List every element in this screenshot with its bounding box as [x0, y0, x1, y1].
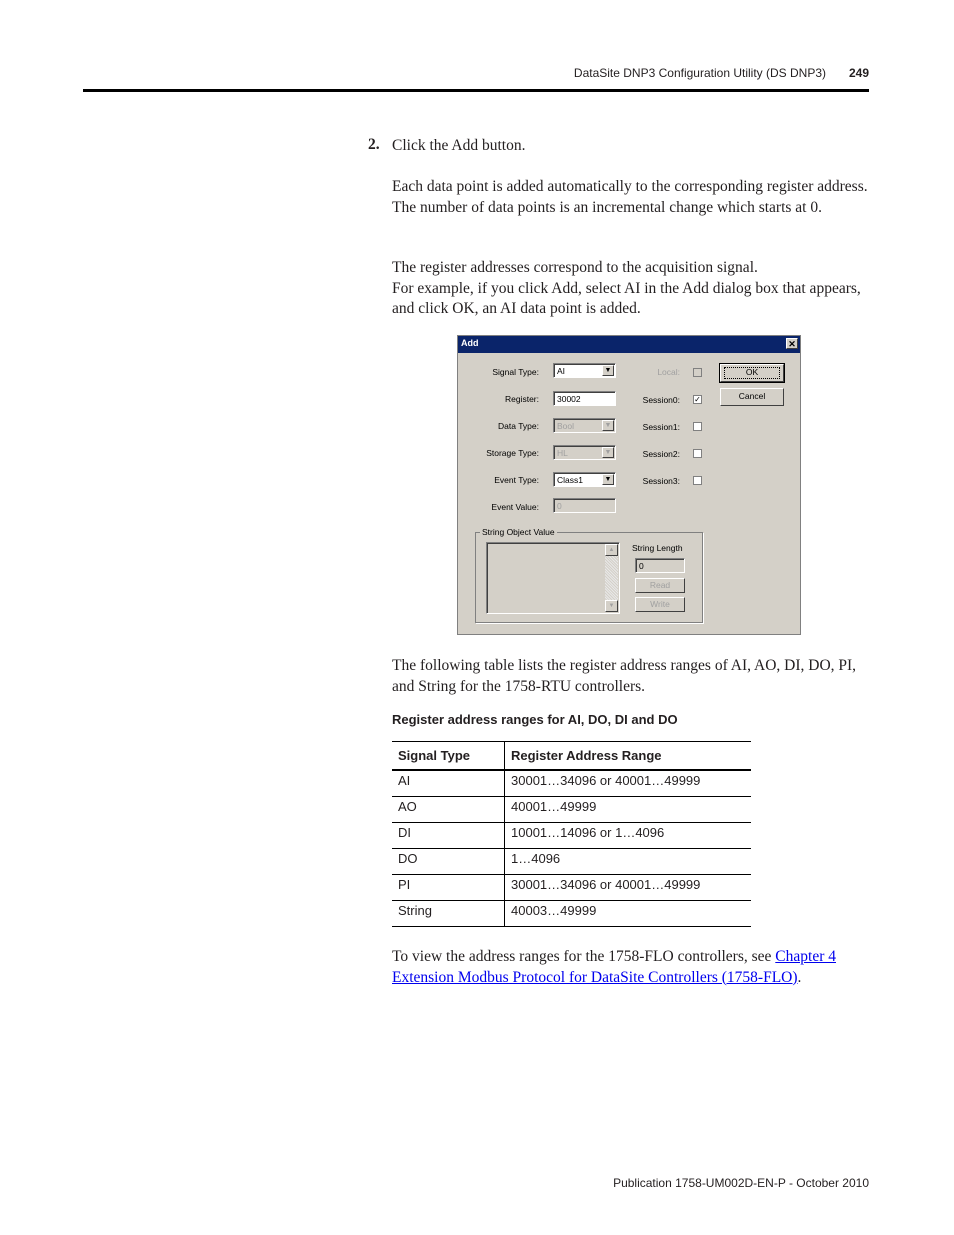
data-type-label: Data Type:: [498, 421, 539, 431]
signal-type-cell: DO: [392, 849, 505, 875]
scrollbar[interactable]: [605, 544, 618, 612]
signal-type-cell: DI: [392, 823, 505, 849]
address-range-cell: 1…4096: [505, 849, 752, 875]
string-value-textarea[interactable]: [486, 542, 620, 614]
register-input[interactable]: 30002: [553, 391, 616, 406]
session0-checkbox[interactable]: ✓: [694, 395, 701, 404]
address-range-cell: 30001…34096 or 40001…49999: [505, 770, 752, 797]
string-length-input: 0: [635, 558, 685, 573]
publication-footer: Publication 1758-UM002D-EN-P - October 2010: [613, 1176, 869, 1190]
register-address-table: [392, 741, 751, 927]
reference-text: To view the address ranges for the 1758-FLO controllers, see: [392, 948, 776, 965]
read-button: Read: [635, 578, 685, 593]
storage-type-value: HL: [557, 448, 568, 458]
signal-type-value: AI: [557, 366, 566, 376]
table-row: [392, 797, 751, 823]
session1-checkbox[interactable]: [693, 422, 702, 431]
session2-checkbox[interactable]: [693, 449, 702, 458]
session2-label: Session2:: [642, 449, 680, 459]
signal-type-cell: AI: [392, 770, 505, 797]
address-range-cell: 40003…49999: [505, 901, 752, 927]
address-range-cell: 10001…14096 or 1…4096: [505, 823, 752, 849]
cancel-button[interactable]: Cancel: [720, 388, 784, 406]
local-label: Local:: [657, 367, 680, 377]
paragraph-flo-reference: [392, 947, 870, 988]
table-row: [392, 849, 751, 875]
table-header-row: [392, 742, 751, 771]
session1-label: Session1:: [642, 422, 680, 432]
session3-label: Session3:: [642, 476, 680, 486]
table-row: [392, 770, 751, 797]
address-range-cell: 30001…34096 or 40001…49999: [505, 875, 752, 901]
chevron-down-icon[interactable]: ▼: [602, 365, 614, 376]
column-header: Register Address Range: [505, 742, 752, 771]
focus-rect: [724, 367, 780, 379]
paragraph-register-addresses: [392, 258, 870, 320]
table-row: [392, 823, 751, 849]
table-row: [392, 875, 751, 901]
step-number: 2.: [368, 136, 380, 153]
dialog-titlebar: [458, 336, 800, 353]
signal-type-cell: AO: [392, 797, 505, 823]
table-row: [392, 901, 751, 927]
ok-button-label: OK: [745, 367, 759, 377]
session0-label: Session0:: [642, 395, 680, 405]
string-object-label: String Object Value: [482, 527, 555, 537]
add-dialog: [457, 335, 801, 635]
chevron-down-icon: ▼: [602, 447, 614, 458]
signal-type-cell: String: [392, 901, 505, 927]
scroll-down-icon[interactable]: ▼: [605, 600, 618, 612]
paragraph-table-intro: The following table lists the register address ranges of AI, AO, DI, DO, PI, and String for the 1758-RTU controllers.: [392, 657, 857, 695]
signal-type-cell: PI: [392, 875, 505, 901]
data-type-value: Bool: [557, 421, 575, 431]
running-header-title: DataSite DNP3 Configuration Utility (DS DNP3): [573, 66, 826, 80]
event-type-label: Event Type:: [494, 475, 539, 485]
step-instruction: Click the Add button.: [392, 137, 526, 154]
local-checkbox: [693, 368, 702, 377]
string-length-label: String Length: [632, 543, 683, 553]
event-value-input: 0: [553, 498, 616, 513]
paragraph-data-points: Each data point is added automatically to the corresponding register address. The number of data points is an incremental change which starts at 0.: [392, 178, 868, 216]
paragraph-line: For example, if you click Add, select AI in the Add dialog box that appears, and click OK, an AI data point is added.: [392, 279, 861, 317]
chevron-down-icon[interactable]: ▼: [602, 474, 614, 485]
session3-checkbox[interactable]: [693, 476, 702, 485]
reference-suffix: .: [797, 968, 802, 986]
chevron-down-icon: ▼: [602, 420, 614, 431]
close-icon[interactable]: ✕: [786, 338, 798, 349]
page-number: 249: [849, 66, 870, 80]
ok-button[interactable]: [720, 364, 784, 382]
signal-type-label: Signal Type:: [492, 367, 539, 377]
dialog-title: Add: [461, 338, 479, 348]
table-caption: Register address ranges for AI, DO, DI and DO: [392, 712, 678, 727]
register-label: Register:: [504, 394, 539, 404]
paragraph-line: The register addresses correspond to the acquisition signal.: [392, 259, 758, 276]
chapter-4-link[interactable]: Chapter 4 Extension Modbus Protocol for DataSite Controllers (1758-FLO): [392, 948, 836, 986]
column-header: Signal Type: [392, 742, 505, 771]
address-range-cell: 40001…49999: [505, 797, 752, 823]
event-value-label: Event Value:: [491, 502, 539, 512]
write-button: Write: [635, 597, 685, 612]
header-rule: [83, 89, 869, 92]
event-type-value: Class1: [557, 475, 583, 485]
scroll-up-icon[interactable]: ▲: [605, 544, 618, 556]
storage-type-label: Storage Type:: [486, 448, 539, 458]
